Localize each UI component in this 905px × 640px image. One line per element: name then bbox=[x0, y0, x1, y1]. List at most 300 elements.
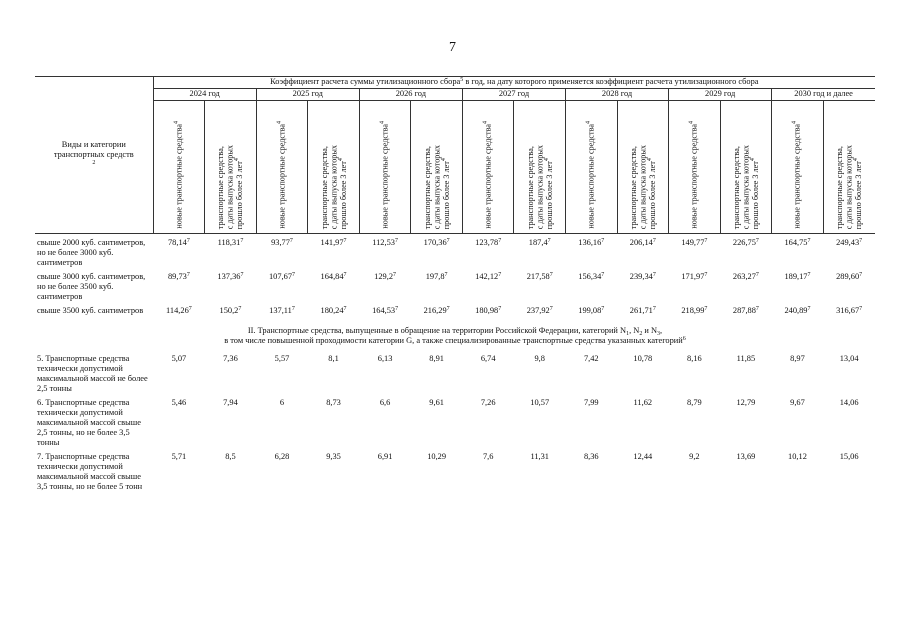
cell-value: 180,24 bbox=[320, 306, 344, 315]
cell-value: 239,34 bbox=[629, 272, 653, 281]
footnote-mark: 7 bbox=[240, 238, 244, 244]
footnote-mark: 7 bbox=[446, 306, 450, 312]
cell-value: 7,99 bbox=[583, 398, 599, 407]
cell-value: 78,14 bbox=[167, 238, 187, 247]
cell-value: 114,26 bbox=[166, 306, 189, 315]
table-cell bbox=[617, 448, 669, 492]
footnote-mark: 7 bbox=[395, 306, 399, 312]
footnote-mark: 7 bbox=[292, 272, 295, 278]
footnote-mark: 7 bbox=[186, 272, 190, 278]
table-cell bbox=[566, 350, 618, 394]
cell-value: 9,35 bbox=[326, 452, 341, 461]
footnote-mark: 4 bbox=[440, 157, 447, 161]
cell-value: 136,16 bbox=[578, 238, 602, 247]
cell-value: 14,06 bbox=[839, 398, 859, 407]
cell-value: 237,92 bbox=[526, 306, 550, 315]
table-cell bbox=[359, 448, 411, 492]
footnote-mark: 7 bbox=[291, 306, 295, 312]
footnote-mark: 7 bbox=[704, 272, 708, 278]
cell-value: 7,42 bbox=[583, 354, 599, 363]
cell-value: 11,85 bbox=[736, 354, 756, 363]
column-header-used-line: с даты выпуска которых bbox=[638, 144, 648, 229]
table-cell bbox=[514, 448, 566, 492]
table-cell bbox=[720, 448, 772, 492]
column-header-used-vehicles bbox=[720, 101, 772, 234]
cell-value: 156,34 bbox=[578, 272, 602, 281]
table-cell bbox=[772, 350, 824, 394]
cell-value: 249,43 bbox=[836, 238, 860, 247]
footnote-mark: 4 bbox=[543, 157, 550, 161]
cell-value: 287,88 bbox=[732, 306, 756, 315]
table-cell bbox=[411, 234, 463, 269]
column-header-new-label: новые транспортные средства bbox=[483, 124, 493, 229]
footnote-mark: 7 bbox=[238, 306, 242, 312]
column-header-new-label: новые транспортные средства bbox=[380, 124, 390, 229]
table-cell bbox=[308, 350, 360, 394]
table-cell bbox=[720, 234, 772, 269]
section-heading bbox=[35, 316, 875, 350]
cell-value: 8,91 bbox=[429, 354, 444, 363]
table-row bbox=[35, 448, 875, 492]
column-header-text bbox=[422, 145, 451, 229]
table-cell bbox=[514, 394, 566, 448]
footnote-mark: 4 bbox=[337, 157, 344, 161]
column-header-new-label: новые транспортные средства bbox=[586, 124, 596, 229]
column-header-used-vehicles bbox=[514, 101, 566, 234]
footnote-mark: 7 bbox=[498, 306, 502, 312]
footnote-mark: 7 bbox=[601, 306, 605, 312]
column-header-used-line: прошло более 3 лет bbox=[544, 160, 554, 229]
table-cell bbox=[617, 394, 669, 448]
cell-value: 7,26 bbox=[480, 398, 496, 407]
table-cell bbox=[669, 448, 721, 492]
footnote-mark: 7 bbox=[343, 306, 347, 312]
table-cell bbox=[720, 350, 772, 394]
cell-value: 6,91 bbox=[377, 452, 393, 461]
table-cell bbox=[205, 302, 257, 316]
cell-value: 8,16 bbox=[687, 354, 702, 363]
footnote-mark: 7 bbox=[601, 238, 605, 244]
table-cell bbox=[772, 234, 824, 269]
footnote-mark: 4 bbox=[853, 157, 860, 161]
table-cell bbox=[823, 234, 875, 269]
table-cell bbox=[153, 234, 205, 269]
cell-value: 199,08 bbox=[578, 306, 602, 315]
cell-value: 89,73 bbox=[167, 272, 187, 281]
section-text: , bbox=[660, 326, 663, 335]
table-cell bbox=[720, 394, 772, 448]
column-header-text bbox=[835, 145, 864, 229]
column-header-used-line: транспортные средства, bbox=[319, 145, 329, 229]
column-header-used-line: транспортные средства, bbox=[835, 145, 845, 229]
cell-value: 13,69 bbox=[736, 452, 756, 461]
cell-value: 6,13 bbox=[377, 354, 393, 363]
footnote-mark: 7 bbox=[859, 238, 863, 244]
year-header: 2024 год bbox=[153, 89, 256, 101]
column-header-new-vehicles bbox=[462, 101, 514, 234]
column-header-new-vehicles bbox=[772, 101, 824, 234]
table-cell bbox=[669, 302, 721, 316]
table-cell bbox=[462, 350, 514, 394]
table-cell bbox=[566, 394, 618, 448]
table-cell bbox=[514, 234, 566, 269]
footnote-mark: 7 bbox=[704, 238, 708, 244]
cell-value: 149,77 bbox=[681, 238, 705, 247]
column-header-text bbox=[629, 145, 658, 229]
caption-text-rest: в год, на дату которого применяется коэффициент расчета утилизационного сбора bbox=[463, 77, 759, 86]
cell-value: 8,36 bbox=[583, 452, 599, 461]
table-cell bbox=[462, 302, 514, 316]
table-cell bbox=[153, 268, 205, 302]
cell-value: 7,36 bbox=[223, 354, 238, 363]
table-cell bbox=[772, 394, 824, 448]
cell-value: 137,36 bbox=[217, 272, 241, 281]
row-label: свыше 2000 куб. сантиметров, но не более 3000 куб. сантиметров bbox=[37, 238, 146, 267]
cell-value: 10,29 bbox=[427, 452, 447, 461]
table-cell bbox=[308, 394, 360, 448]
subscript: 1 bbox=[626, 331, 630, 337]
table-cell bbox=[359, 302, 411, 316]
footnote-mark: 4 bbox=[234, 157, 241, 161]
cell-value: 13,04 bbox=[839, 354, 859, 363]
cell-value: 118,31 bbox=[217, 238, 241, 247]
column-header-used-line: с даты выпуска которых bbox=[431, 144, 441, 229]
cell-value: 6 bbox=[279, 398, 285, 407]
cell-value: 261,71 bbox=[629, 306, 653, 315]
table-cell bbox=[823, 448, 875, 492]
table-cell bbox=[514, 268, 566, 302]
subscript: 2 bbox=[639, 331, 643, 337]
footnote-mark: 7 bbox=[186, 238, 190, 244]
table-cell bbox=[462, 448, 514, 492]
table-cell bbox=[823, 350, 875, 394]
table-cell bbox=[411, 448, 463, 492]
column-header-new-vehicles bbox=[359, 101, 411, 234]
column-header-text bbox=[690, 121, 700, 229]
column-header-used-line: с даты выпуска которых bbox=[225, 144, 235, 229]
footnote-mark: 7 bbox=[444, 272, 448, 278]
column-header-used-line: транспортные средства, bbox=[628, 145, 638, 229]
column-header-text bbox=[793, 121, 803, 229]
table-cell bbox=[823, 394, 875, 448]
cell-value: 164,53 bbox=[372, 306, 396, 315]
section-text: в том числе повышенной проходимости категории G, а также специализированные транспортные средства указанных категорий bbox=[224, 336, 683, 345]
column-header-used-vehicles bbox=[205, 101, 257, 234]
cell-value: 11,62 bbox=[633, 398, 653, 407]
footnote-mark: 7 bbox=[601, 272, 605, 278]
cell-value: 123,78 bbox=[475, 238, 499, 247]
cell-value: 112,53 bbox=[372, 238, 395, 247]
cell-value: 12,79 bbox=[736, 398, 756, 407]
footnote-mark: 7 bbox=[549, 272, 553, 278]
cell-value: 11,31 bbox=[530, 452, 549, 461]
table-cell bbox=[462, 234, 514, 269]
table-cell bbox=[669, 268, 721, 302]
cell-value: 6,6 bbox=[379, 398, 391, 407]
table-cell bbox=[308, 268, 360, 302]
footnote-mark: 7 bbox=[343, 238, 347, 244]
table-cell bbox=[308, 448, 360, 492]
column-header-used-vehicles bbox=[308, 101, 360, 234]
cell-value: 216,29 bbox=[423, 306, 447, 315]
cell-value: 316,67 bbox=[836, 306, 860, 315]
cell-value: 8,5 bbox=[225, 452, 236, 461]
table-cell bbox=[411, 302, 463, 316]
section-text: , N bbox=[629, 326, 640, 335]
row-label: свыше 3000 куб. сантиметров, но не более 3500 куб. сантиметров bbox=[37, 272, 146, 301]
column-header-text bbox=[732, 145, 761, 229]
footnote-mark: 7 bbox=[289, 238, 293, 244]
table-cell bbox=[256, 394, 308, 448]
cell-value: 240,89 bbox=[784, 306, 808, 315]
footnote-mark: 7 bbox=[240, 272, 244, 278]
table-row bbox=[35, 350, 875, 394]
table-cell bbox=[566, 448, 618, 492]
year-header: 2027 год bbox=[462, 89, 565, 101]
table-cell bbox=[153, 448, 205, 492]
year-header-row bbox=[35, 89, 875, 101]
column-header-used-line: прошло более 3 лет bbox=[235, 160, 245, 229]
table-cell bbox=[772, 448, 824, 492]
cell-value: 8,97 bbox=[790, 354, 805, 363]
table-cell bbox=[617, 234, 669, 269]
footnote-mark: 4 bbox=[791, 121, 798, 125]
vehicle-kind-header bbox=[35, 77, 153, 234]
page-number: 7 bbox=[449, 40, 456, 55]
footnote-mark: 7 bbox=[859, 272, 863, 278]
cell-value: 289,60 bbox=[836, 272, 860, 281]
footnote-mark: 7 bbox=[704, 306, 708, 312]
year-header: 2029 год bbox=[669, 89, 772, 101]
table-cell bbox=[462, 394, 514, 448]
cell-value: 142,12 bbox=[475, 272, 499, 281]
table-cell bbox=[514, 302, 566, 316]
table-cell bbox=[308, 234, 360, 269]
table-cell bbox=[359, 234, 411, 269]
footnote-mark: 7 bbox=[807, 238, 811, 244]
footnote-mark: 4 bbox=[749, 157, 756, 161]
footnote-mark: 6 bbox=[682, 336, 686, 342]
table-cell bbox=[308, 302, 360, 316]
table-cell bbox=[256, 234, 308, 269]
column-header-used-line: транспортные средства, bbox=[422, 145, 432, 229]
column-header-used-line: прошло более 3 лет bbox=[854, 160, 864, 229]
footnote-mark: 7 bbox=[755, 272, 759, 278]
column-header-used-vehicles bbox=[823, 101, 875, 234]
table-cell bbox=[720, 268, 772, 302]
table-cell bbox=[823, 268, 875, 302]
column-header-new-vehicles bbox=[566, 101, 618, 234]
cell-value: 7,94 bbox=[223, 398, 238, 407]
footnote-mark: 7 bbox=[446, 238, 450, 244]
year-header: 2026 год bbox=[359, 89, 462, 101]
column-header-used-line: прошло более 3 лет bbox=[647, 160, 657, 229]
table-body bbox=[35, 234, 875, 493]
cell-value: 93,77 bbox=[271, 238, 290, 247]
table-cell bbox=[566, 302, 618, 316]
cell-value: 137,11 bbox=[269, 306, 292, 315]
column-header-used-vehicles bbox=[617, 101, 669, 234]
caption-text: Коэффициент расчета суммы утилизационного сбора bbox=[270, 77, 461, 86]
cell-value: 218,99 bbox=[681, 306, 705, 315]
column-header-new-label: новые транспортные средства bbox=[792, 124, 802, 229]
cell-value: 141,97 bbox=[320, 238, 344, 247]
cell-value: 164,75 bbox=[784, 238, 808, 247]
footnote-mark: 4 bbox=[482, 121, 489, 125]
cell-value: 10,12 bbox=[788, 452, 807, 461]
column-header-used-vehicles bbox=[411, 101, 463, 234]
column-header-new-label: новые транспортные средства bbox=[277, 124, 287, 229]
cell-value: 8,79 bbox=[687, 398, 702, 407]
table-cell bbox=[669, 350, 721, 394]
table-cell bbox=[256, 448, 308, 492]
column-header-text bbox=[277, 121, 287, 229]
cell-value: 9,61 bbox=[429, 398, 444, 407]
vehicle-kind-label: Виды и категории транспортных средств bbox=[53, 140, 134, 159]
cell-value: 5,46 bbox=[171, 398, 187, 407]
column-header-used-line: прошло более 3 лет bbox=[750, 160, 760, 229]
section-text: и N bbox=[642, 326, 658, 335]
table-row bbox=[35, 234, 875, 269]
cell-value: 5,71 bbox=[171, 452, 187, 461]
table-cell bbox=[566, 268, 618, 302]
footnote-mark: 7 bbox=[547, 238, 551, 244]
table-cell bbox=[205, 350, 257, 394]
column-header-text bbox=[587, 121, 597, 229]
table-cell bbox=[205, 394, 257, 448]
cell-value: 150,2 bbox=[219, 306, 239, 315]
footnote-mark: 7 bbox=[755, 238, 759, 244]
column-header-new-label: новые транспортные средства bbox=[689, 124, 699, 229]
column-header-used-line: транспортные средства, bbox=[731, 145, 741, 229]
column-header-text bbox=[216, 145, 245, 229]
footnote-mark: 7 bbox=[755, 306, 759, 312]
cell-value: 187,4 bbox=[528, 238, 548, 247]
footnote-mark: 7 bbox=[393, 272, 396, 278]
footnote-mark: 5 bbox=[460, 77, 464, 83]
table-cell bbox=[205, 268, 257, 302]
footnote-mark: 7 bbox=[807, 306, 811, 312]
footnote-mark: 7 bbox=[343, 272, 347, 278]
row-label: 7. Транспортные средства технически допустимой максимальной массой свыше 3,5 тонны, но не более 5 тонн bbox=[37, 452, 143, 491]
column-header-text bbox=[174, 121, 184, 229]
footnote-mark: 7 bbox=[394, 238, 398, 244]
cell-value: 8,1 bbox=[328, 354, 339, 363]
column-header-text bbox=[380, 121, 390, 229]
column-header-used-line: с даты выпуска которых bbox=[741, 144, 751, 229]
table-cell bbox=[669, 234, 721, 269]
table-cell bbox=[153, 394, 205, 448]
footnote-mark: 7 bbox=[188, 306, 192, 312]
column-header-text bbox=[525, 145, 554, 229]
table-cell bbox=[772, 268, 824, 302]
table-cell bbox=[256, 302, 308, 316]
cell-value: 5,57 bbox=[274, 354, 290, 363]
cell-value: 10,78 bbox=[633, 354, 653, 363]
footnote-mark: 4 bbox=[379, 121, 386, 125]
cell-value: 263,27 bbox=[732, 272, 756, 281]
column-header-used-line: с даты выпуска которых bbox=[844, 144, 854, 229]
cell-value: 12,44 bbox=[633, 452, 653, 461]
table-cell bbox=[617, 302, 669, 316]
table-cell bbox=[411, 268, 463, 302]
column-subheader-row bbox=[35, 101, 875, 234]
cell-value: 197,8 bbox=[425, 272, 445, 281]
table-cell bbox=[205, 234, 257, 269]
cell-value: 15,06 bbox=[839, 452, 859, 461]
footnote-mark: 7 bbox=[498, 238, 502, 244]
cell-value: 9,8 bbox=[534, 354, 545, 363]
table-cell bbox=[256, 350, 308, 394]
column-header-used-line: прошло более 3 лет bbox=[441, 160, 451, 229]
cell-value: 10,57 bbox=[530, 398, 550, 407]
footnote-mark: 2 bbox=[92, 160, 96, 166]
table-cell bbox=[153, 302, 205, 316]
table-cell bbox=[617, 268, 669, 302]
cell-value: 171,97 bbox=[681, 272, 705, 281]
table-cell bbox=[462, 268, 514, 302]
footnote-mark: 7 bbox=[549, 306, 553, 312]
cell-value: 6,28 bbox=[274, 452, 290, 461]
row-label: свыше 3500 куб. сантиметров bbox=[37, 306, 144, 315]
table-row bbox=[35, 302, 875, 316]
cell-value: 189,17 bbox=[784, 272, 808, 281]
cell-value: 180,98 bbox=[475, 306, 499, 315]
column-header-used-line: с даты выпуска которых bbox=[534, 144, 544, 229]
footnote-mark: 7 bbox=[859, 306, 863, 312]
table-cell bbox=[669, 394, 721, 448]
column-header-used-line: транспортные средства, bbox=[525, 145, 535, 229]
column-header-new-vehicles bbox=[669, 101, 721, 234]
table-cell bbox=[514, 350, 566, 394]
column-header-used-line: с даты выпуска которых bbox=[328, 144, 338, 229]
footnote-mark: 4 bbox=[688, 121, 695, 125]
footnote-mark: 4 bbox=[585, 121, 592, 125]
column-header-new-vehicles bbox=[153, 101, 205, 234]
cell-value: 206,14 bbox=[629, 238, 653, 247]
cell-value: 6,74 bbox=[480, 354, 496, 363]
footnote-mark: 7 bbox=[652, 306, 656, 312]
section-text: II. Транспортные средства, выпущенные в обращение на территории Российской Федерации, категорий N bbox=[247, 326, 627, 335]
table-cell bbox=[720, 302, 772, 316]
year-header: 2025 год bbox=[256, 89, 359, 101]
column-header-text bbox=[319, 145, 348, 229]
cell-value: 7,6 bbox=[482, 452, 494, 461]
coefficient-table bbox=[35, 76, 875, 492]
footnote-mark: 7 bbox=[652, 238, 656, 244]
cell-value: 226,75 bbox=[732, 238, 756, 247]
table-cell bbox=[205, 448, 257, 492]
table-row bbox=[35, 268, 875, 302]
row-label: 6. Транспортные средства технически допустимой максимальной массой свыше 2,5 тонны, но не более 3,5 тонны bbox=[37, 398, 141, 447]
table-cell bbox=[359, 394, 411, 448]
section-row bbox=[35, 316, 875, 350]
footnote-mark: 7 bbox=[652, 272, 656, 278]
year-header: 2030 год и далее bbox=[772, 89, 875, 101]
year-header: 2028 год bbox=[566, 89, 669, 101]
cell-value: 9,2 bbox=[689, 452, 700, 461]
table-cell bbox=[772, 302, 824, 316]
cell-value: 8,73 bbox=[326, 398, 341, 407]
cell-value: 164,84 bbox=[320, 272, 344, 281]
footnote-mark: 4 bbox=[646, 157, 653, 161]
table-cell bbox=[617, 350, 669, 394]
table-cell bbox=[411, 350, 463, 394]
column-header-new-vehicles bbox=[256, 101, 308, 234]
cell-value: 170,36 bbox=[423, 238, 447, 247]
footnote-mark: 4 bbox=[276, 121, 283, 125]
cell-value: 107,67 bbox=[268, 272, 292, 281]
